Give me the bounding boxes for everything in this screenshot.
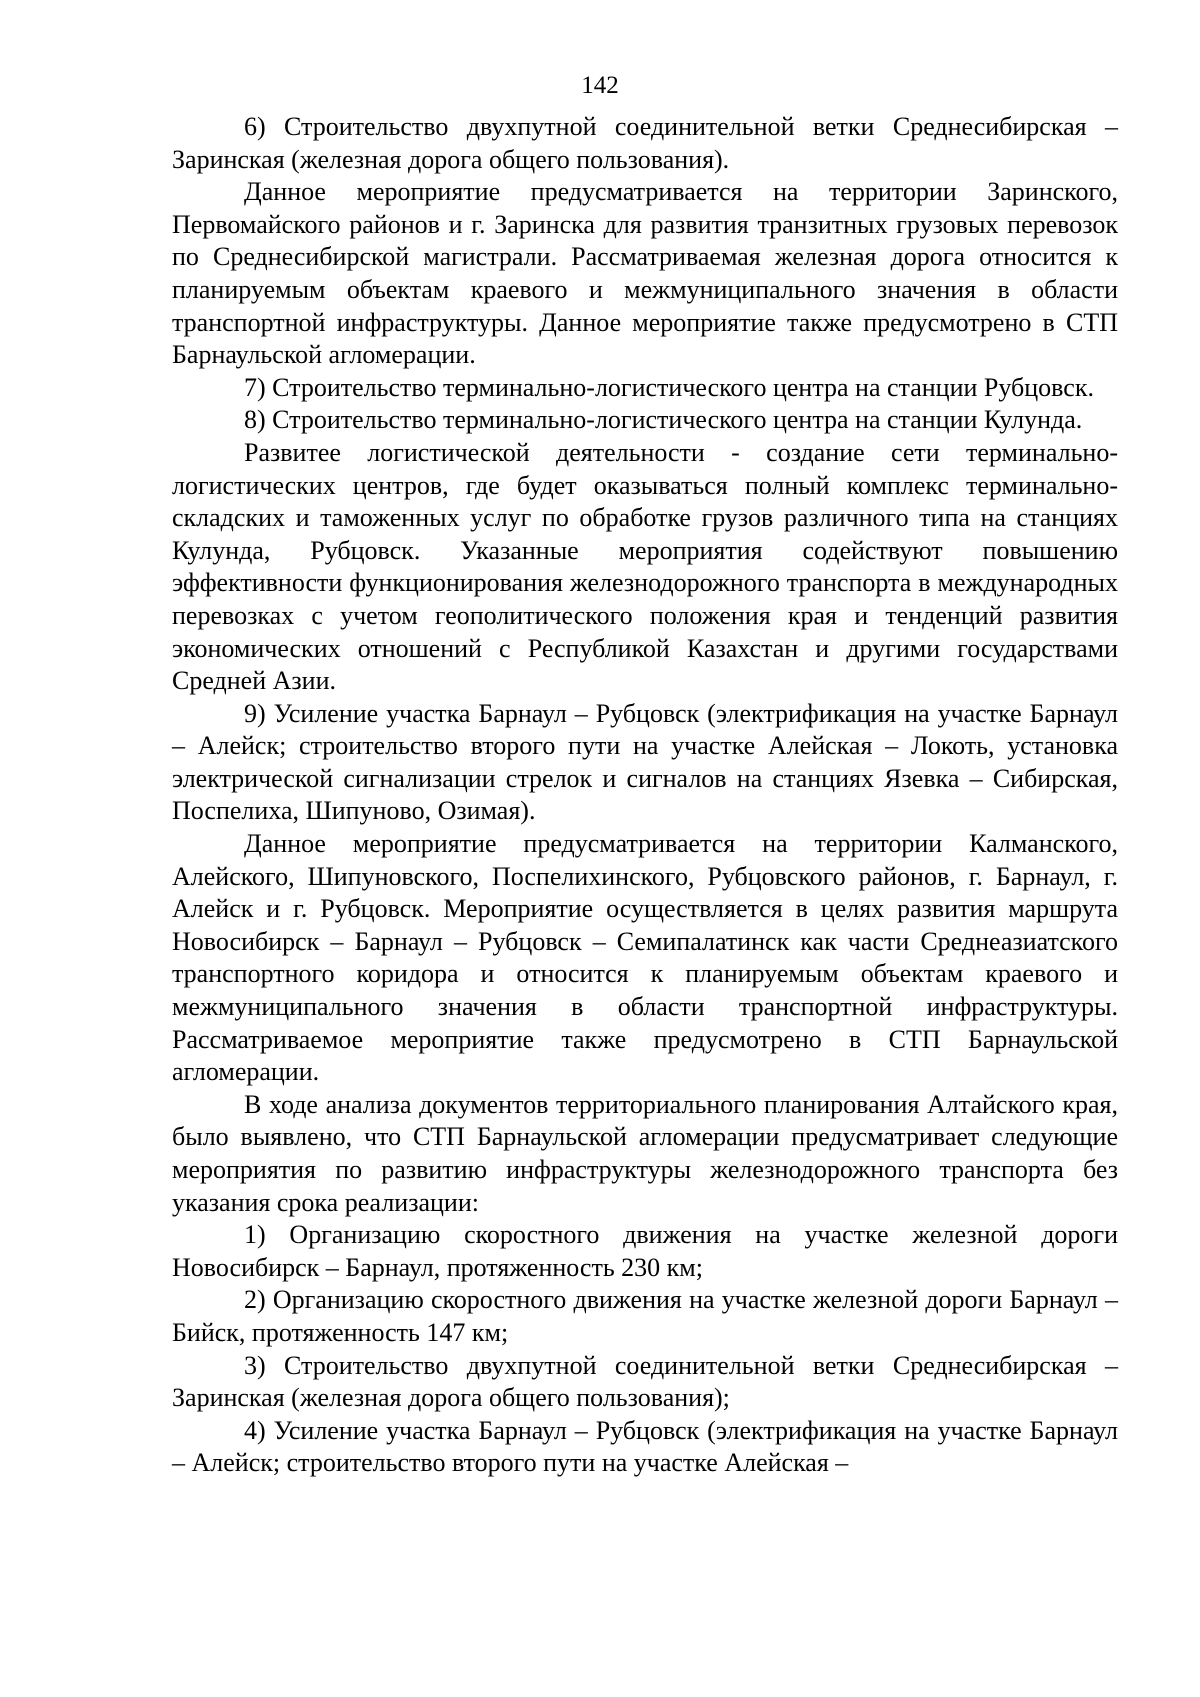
list-item-8: 8) Строительство терминально-логистического центра на станции Кулунда. (244, 405, 1083, 435)
paragraph-analysis: В ходе анализа документов территориального планирования Алтайского края, было выявлено, что СТП Барнаульской агломерации предусматривает следующие мероприятия по развитию инфраструктуры железнодорожного транспорта без указания срока реализации: (172, 1089, 1118, 1217)
paragraph-zarinskaya-branch: Данное мероприятие предусматривается на территории Заринского, Первомайского районов и г. Заринска для развития транзитных грузовых перевозок по Среднесибирской магистрали. Рассматриваемая железная дорога относится к планируемым объектам краевого и межмуниципального значения в области транспортной инфраструктуры. Данное мероприятие также предусмотрено в СТП Барнаульской агломерации. (172, 177, 1118, 370)
list-item-6: 6) Строительство двухпутной соединительной ветки Среднесибирская – Заринская (железная дорога общего пользования). (172, 112, 1118, 174)
paragraph-barnaul-rubtsovsk: Данное мероприятие предусматривается на территории Калманского, Алейского, Шипуновского, Поспелихинского, Рубцовского районов, г. Барнаул, г. Алейск и г. Рубцовск. Мероприятие осуществляется в целях развития маршрута Новосибирск – Барнаул – Рубцовск – Семипалатинск как части Среднеазиатского транспортного коридора и относится к планируемым объектам краевого и межмуниципального значения в области транспортной инфраструктуры. Рассматриваемое мероприятие также предусмотрено в СТП Барнаульской агломерации. (172, 829, 1118, 1087)
stp-list-item-2: 2) Организацию скоростного движения на участке железной дороги Барнаул – Бийск, протяженность 147 км; (172, 1285, 1118, 1347)
paragraph-logistics: Развитее логистической деятельности - создание сети терминально-логистических центров, где будет оказываться полный комплекс терминально-складских и таможенных услуг по обработке грузов различного типа на станциях Кулунда, Рубцовск. Указанные мероприятия содействуют повышению эффективности функционирования железнодорожного транспорта в международных перевозках с учетом геополитического положения края и тенденций развития экономических отношений с Республикой Казахстан и другими государствами Средней Азии. (172, 437, 1118, 696)
stp-list-item-1: 1) Организацию скоростного движения на участке железной дороги Новосибирск – Барнаул, протяженность 230 км; (172, 1220, 1118, 1282)
stp-list-item-3: 3) Строительство двухпутной соединительной ветки Среднесибирская – Заринская (железная дорога общего пользования); (172, 1350, 1118, 1413)
list-item-9: 9) Усиление участка Барнаул – Рубцовск (электрификация на участке Барнаул – Алейск; строительство второго пути на участке Алейская – Локоть, установка электрической сигнализации стрелок и сигналов на станциях Язевка – Сибирская, Поспелиха, Шипуново, Озимая). (172, 698, 1118, 826)
document-body (172, 111, 1118, 1480)
list-item-7: 7) Строительство терминально-логистического центра на станции Рубцовск. (244, 372, 1094, 402)
stp-list-item-4: 4) Усиление участка Барнаул – Рубцовск (электрификация на участке Барнаул – Алейск; строительство второго пути на участке Алейская – (172, 1415, 1118, 1478)
page-number: 142 (581, 72, 619, 99)
